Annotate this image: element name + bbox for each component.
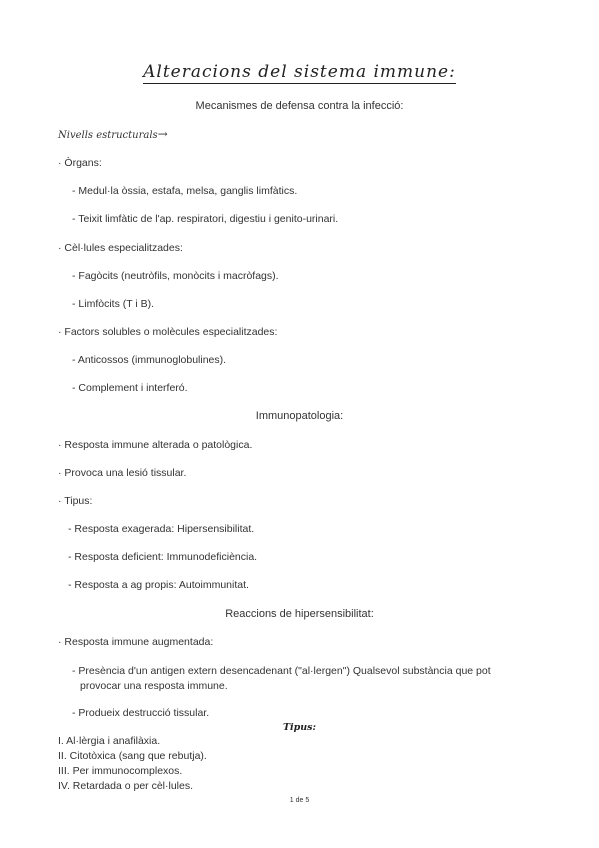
hiper-heading: Reaccions de hipersensibilitat: [225, 608, 374, 620]
tipus-item-2: - Resposta deficient: Immunodeficiència. [68, 551, 258, 563]
tipus-item-1: - Resposta exagerada: Hipersensibilitat. [68, 523, 255, 535]
organs-label: · Òrgans: [58, 157, 102, 169]
hiper-item-1: - Presència d'un antigen extern desencadenant ("al·lergen") Qualsevol substància que pot [72, 665, 491, 677]
page-number: 1 de 5 [289, 797, 310, 804]
page-title: Alteracions del sistema immune: [143, 62, 456, 82]
nivells-label: Nivells estructurals→ [58, 127, 168, 141]
immuno-item-2: · Provoca una lesió tissular. [58, 467, 187, 479]
arrow-icon: → [157, 127, 168, 141]
factors-item-2: - Complement i interferó. [72, 382, 188, 394]
cells-label: · Cèl·lules especialitzades: [58, 242, 183, 254]
hiper-item-2: - Produeix destrucció tissular. [72, 707, 210, 719]
cells-item-2: - Limfòcits (T i B). [72, 298, 155, 310]
mecanismes-heading: Mecanismes de defensa contra la infecció: [195, 100, 404, 112]
organs-item-1: - Medul·la òssia, estafa, melsa, ganglis limfàtics. [72, 185, 298, 197]
tipus-item-3: - Resposta a ag propis: Autoimmunitat. [68, 579, 249, 591]
immuno-item-1: · Resposta immune alterada o patològica. [58, 439, 253, 451]
immuno-item-3: · Tipus: [58, 495, 93, 507]
type-1: I. Al·lèrgia i anafilàxia. [58, 735, 161, 747]
cells-item-1: - Fagòcits (neutròfils, monòcits i macròfags). [72, 270, 279, 282]
organs-item-2: - Teixit limfàtic de l'ap. respiratori, digestiu i genito-urinari. [72, 213, 339, 225]
immuno-heading: Immunopatologia: [255, 410, 344, 422]
hiper-intro: · Resposta immune augmentada: [58, 636, 214, 648]
tipus-heading: Tipus: [282, 722, 317, 733]
type-3: III. Per immunocomplexos. [58, 765, 183, 777]
factors-label: · Factors solubles o molècules especialitzades: [58, 326, 278, 338]
type-2: II. Citotòxica (sang que rebutja). [58, 750, 207, 762]
hiper-item-1-cont: provocar una resposta immune. [80, 680, 228, 692]
factors-item-1: - Anticossos (immunoglobulines). [72, 354, 227, 366]
type-4: IV. Retardada o per cèl·lules. [58, 780, 194, 792]
